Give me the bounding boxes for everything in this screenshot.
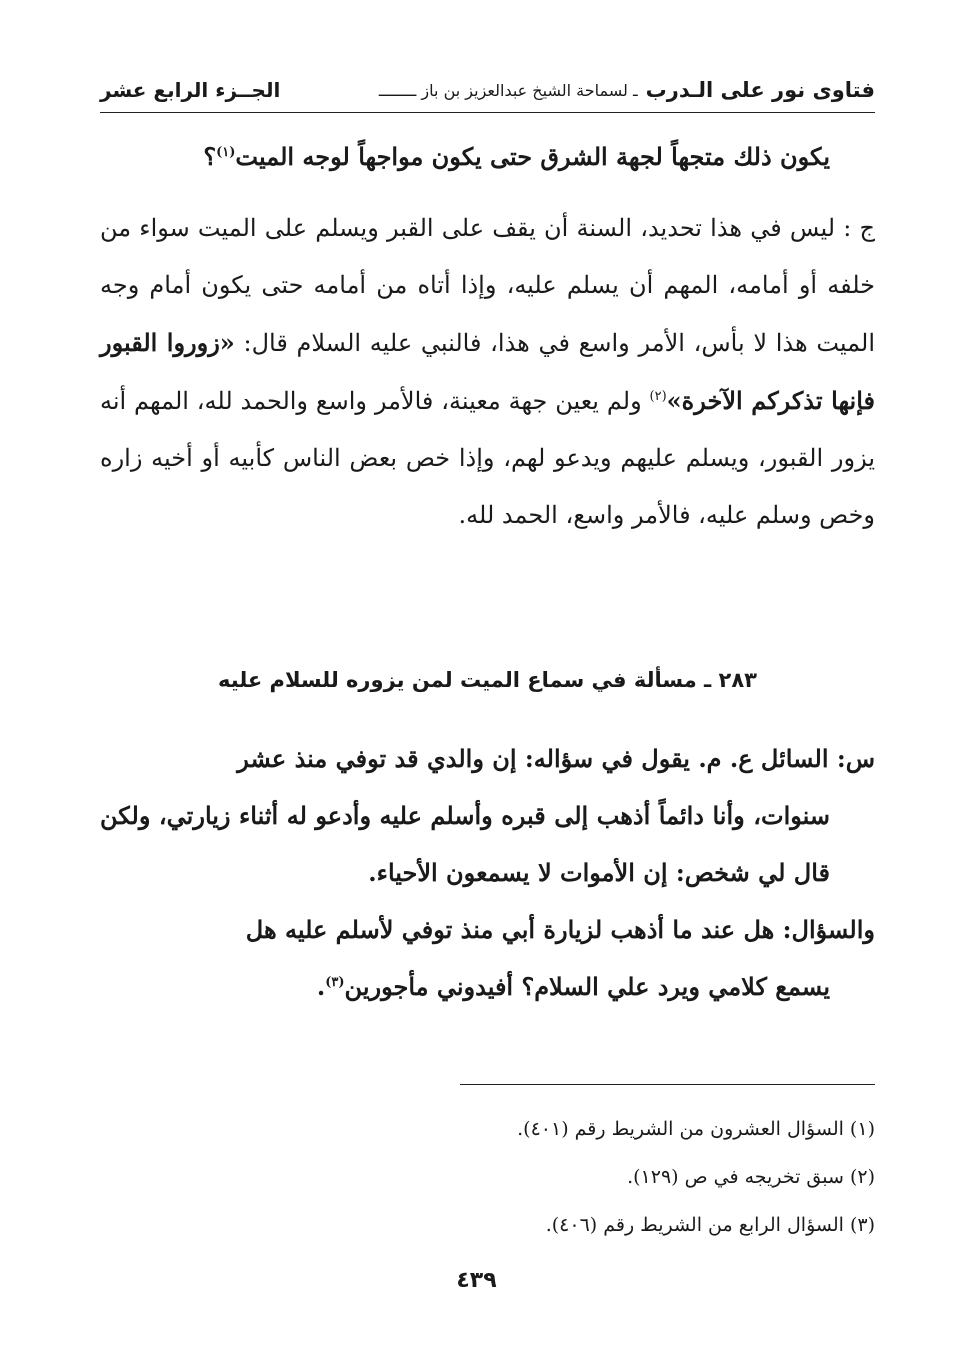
question-last-line: يسمع كلامي ويرد علي السلام؟ أفيدوني مأجورين xyxy=(344,972,830,1001)
section-title: ٢٨٣ ـ مسألة في سماع الميت لمن يزوره للسلام عليه xyxy=(218,668,757,692)
answer-text-part1: ج : ليس في هذا تحديد، السنة أن يقف على القبر ويسلم على الميت سواء من خلفه أو أمامه، المهم أن يسلم عليه، وإذا أتاه من أمامه حتى يكون أمام وجه الميت هذا لا بأس، الأمر واسع في هذا، فالنبي عليه السلام قال: xyxy=(100,214,875,357)
question-continuation xyxy=(100,128,875,185)
footnote-ref-2: (٢) xyxy=(649,389,667,404)
question-line-ask: والسؤال: هل عند ما أذهب لزيارة أبي منذ توفي لأسلم عليه هل xyxy=(245,915,875,944)
question-end-dot: . xyxy=(316,972,326,1001)
hadith-quote: «زوروا القبور فإنها تذكركم الآخرة» xyxy=(100,328,875,415)
book-title: فتاوى نور على الـدرب xyxy=(645,78,875,102)
footnote-ref-1: (١) xyxy=(216,145,236,160)
answer-paragraph xyxy=(100,200,875,544)
footnote-1: (١) السؤال العشرون من الشريط رقم (٤٠١). xyxy=(517,1118,875,1140)
footnote-ref-3: (٣) xyxy=(325,975,345,990)
page-number: ٤٣٩ xyxy=(456,1268,497,1293)
author-line: ـ لسماحة الشيخ عبدالعزيز بن باز ــــــــ xyxy=(378,80,638,100)
question-end-text: يكون ذلك متجهاً لجهة الشرق حتى يكون مواجهاً لوجه الميت xyxy=(235,142,830,171)
footnote-3: (٣) السؤال الرابع من الشريط رقم (٤٠٦). xyxy=(545,1214,875,1236)
question-indented-line: سنوات، وأنا دائماً أذهب إلى قبره وأسلم عليه وأدعو له أثناء زيارتي، ولكن قال لي شخص: إن الأموات لا يسمعون الأحياء. xyxy=(100,801,830,887)
question-mark: ؟ xyxy=(203,142,217,171)
footnotes xyxy=(100,1105,875,1249)
answer-text-part2: ولم يعين جهة معينة، فالأمر واسع والحمد لله، المهم أنه يزور القبور، ويسلم عليهم ويدعو لهم، وإذا خص بعض الناس كأبيه أو أخيه زاره وخص وسلم عليه، فالأمر واسع، الحمد لله. xyxy=(100,387,875,529)
question-line-1: س: السائل ع. م. يقول في سؤاله: إن والدي قد توفي منذ عشر xyxy=(237,744,875,773)
question-paragraph xyxy=(100,730,875,1015)
footnote-divider xyxy=(460,1084,875,1085)
footnote-2: (٢) سبق تخريجه في ص (١٢٩). xyxy=(627,1166,875,1188)
question-last-block xyxy=(100,958,875,1015)
running-header xyxy=(100,68,875,113)
volume-label: الجــزء الرابع عشر xyxy=(100,78,281,102)
question-indented-text xyxy=(100,787,875,901)
